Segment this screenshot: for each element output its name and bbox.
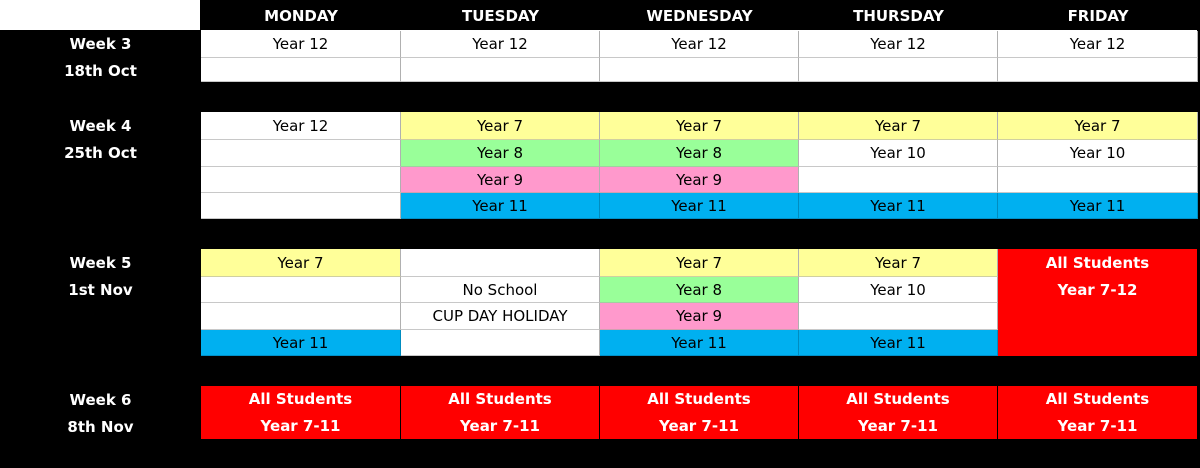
cell-week5-wed-2: Year 9 (600, 303, 799, 330)
cell-week5-mon-2 (201, 303, 401, 330)
cell-week6-fri-all-students (998, 386, 1198, 439)
week-label: Week 4 (69, 116, 132, 135)
cell-week4-fri-2 (998, 167, 1198, 193)
cell-week4-thu-1: Year 10 (799, 140, 998, 167)
cell-week4-mon-3 (201, 193, 401, 219)
year-range-label: Year 7-11 (460, 416, 540, 435)
header-tuesday: TUESDAY (462, 7, 539, 25)
all-students-label: All Students (448, 389, 552, 408)
cell-week4-fri-1: Year 10 (998, 140, 1198, 167)
background-band (200, 82, 1200, 112)
cell-week5-fri-all-students (998, 249, 1198, 356)
cell-week3-wed-empty (600, 58, 799, 82)
background-band (200, 439, 1200, 468)
cell-week5-mon-0: Year 7 (201, 249, 401, 277)
cell-week5-tue-3 (401, 330, 600, 356)
cell-week6-thu-all-students (799, 386, 998, 439)
background-band (200, 219, 1200, 249)
cell-week5-thu-2 (799, 303, 998, 330)
cell-week4-mon-2 (201, 167, 401, 193)
cell-week4-wed-3: Year 11 (600, 193, 799, 219)
cell-week3-mon-empty (201, 58, 401, 82)
cell-week4-thu-0: Year 7 (799, 112, 998, 140)
header-friday: FRIDAY (1067, 7, 1129, 25)
cell-week5-tue-2: CUP DAY HOLIDAY (401, 303, 600, 330)
cell-week6-wed-all-students (600, 386, 799, 439)
cell-week6-mon-all-students (201, 386, 401, 439)
cell-week5-thu-0: Year 7 (799, 249, 998, 277)
header-wednesday: WEDNESDAY (646, 7, 753, 25)
cell-week5-tue-1: No School (401, 277, 600, 303)
all-students-label: All Students (846, 389, 950, 408)
cell-week4-wed-1: Year 8 (600, 140, 799, 167)
header-thursday: THURSDAY (853, 7, 944, 25)
all-students-label: All Students (1045, 389, 1150, 408)
background-band (200, 356, 1200, 386)
cell-week4-fri-3: Year 11 (998, 193, 1198, 219)
cell-week3-thu: Year 12 (799, 31, 998, 58)
cell-week4-tue-3: Year 11 (401, 193, 600, 219)
cell-week4-tue-1: Year 8 (401, 140, 600, 167)
year-range-label: Year 7-11 (659, 416, 739, 435)
cell-week3-fri-empty (998, 58, 1198, 82)
cell-week5-thu-3: Year 11 (799, 330, 998, 356)
cell-week3-mon: Year 12 (201, 31, 401, 58)
cell-week4-thu-3: Year 11 (799, 193, 998, 219)
week-label: Week 6 (69, 390, 132, 409)
cell-week4-mon-1 (201, 140, 401, 167)
cell-week4-wed-2: Year 9 (600, 167, 799, 193)
week-date: 18th Oct (64, 61, 137, 80)
cell-week4-fri-0: Year 7 (998, 112, 1198, 140)
cell-week4-thu-2 (799, 167, 998, 193)
cell-week6-tue-all-students (401, 386, 600, 439)
cell-week3-wed: Year 12 (600, 31, 799, 58)
cell-week4-mon-0: Year 12 (201, 112, 401, 140)
cell-week5-tue-0 (401, 249, 600, 277)
cell-week5-wed-1: Year 8 (600, 277, 799, 303)
cell-week3-tue-empty (401, 58, 600, 82)
all-students-label: All Students (1045, 254, 1150, 272)
year-range-label: Year 7-11 (858, 416, 938, 435)
all-students-label: All Students (647, 389, 751, 408)
week-label: Week 3 (69, 34, 132, 53)
cell-week5-mon-1 (201, 277, 401, 303)
year-range-label: Year 7-11 (260, 416, 341, 435)
header-monday: MONDAY (264, 7, 338, 25)
cell-week4-tue-2: Year 9 (401, 167, 600, 193)
all-students-label: All Students (248, 389, 353, 408)
week-label: Week 5 (69, 253, 132, 272)
cell-week3-fri: Year 12 (998, 31, 1198, 58)
week-date: 25th Oct (64, 143, 137, 162)
cell-week5-wed-0: Year 7 (600, 249, 799, 277)
year-range-label: Year 7-12 (1057, 281, 1138, 299)
cell-week5-thu-1: Year 10 (799, 277, 998, 303)
cell-week5-mon-3: Year 11 (201, 330, 401, 356)
cell-week5-wed-3: Year 11 (600, 330, 799, 356)
cell-week3-tue: Year 12 (401, 31, 600, 58)
week-date: 8th Nov (67, 417, 134, 436)
cell-week4-wed-0: Year 7 (600, 112, 799, 140)
cell-week3-thu-empty (799, 58, 998, 82)
week-date: 1st Nov (68, 280, 133, 299)
cell-week4-tue-0: Year 7 (401, 112, 600, 140)
year-range-label: Year 7-11 (1057, 416, 1138, 435)
